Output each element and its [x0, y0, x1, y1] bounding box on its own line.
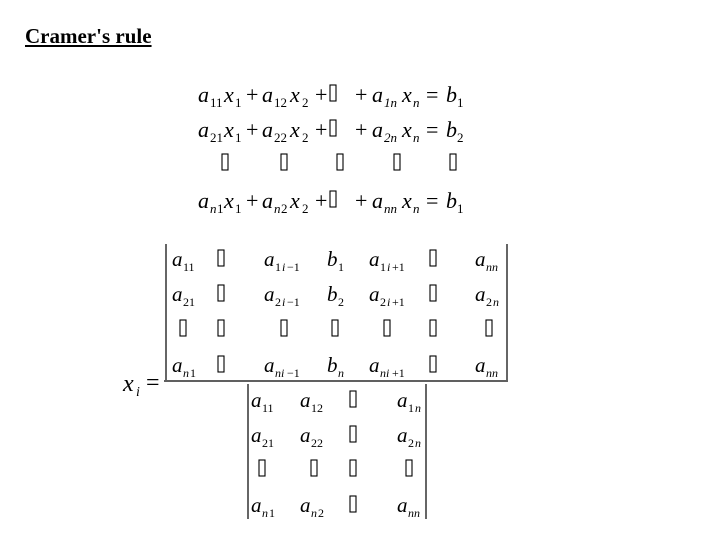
svg-text:+: +	[355, 117, 368, 142]
svg-text:21: 21	[262, 436, 274, 450]
svg-text:1: 1	[217, 201, 224, 216]
svg-text:12: 12	[274, 95, 287, 110]
svg-text:a: a	[397, 493, 408, 517]
svg-text:i: i	[387, 260, 391, 274]
svg-text:a: a	[397, 388, 408, 412]
svg-text:+: +	[355, 188, 368, 213]
svg-text:2: 2	[281, 201, 288, 216]
svg-text:21: 21	[210, 130, 223, 145]
svg-text:b: b	[327, 247, 338, 271]
svg-text:a: a	[172, 247, 183, 271]
svg-text:2: 2	[457, 130, 464, 145]
svg-text:11: 11	[183, 260, 195, 274]
svg-text:2: 2	[302, 201, 309, 216]
system-row-2	[198, 117, 464, 145]
slide-title: Cramer's rule	[25, 24, 152, 48]
svg-text:a: a	[300, 493, 311, 517]
svg-text:a: a	[397, 423, 408, 447]
svg-text:=: =	[426, 188, 439, 213]
svg-text:a: a	[198, 188, 209, 213]
svg-text:x: x	[402, 188, 412, 213]
svg-text:x: x	[224, 188, 234, 213]
linear-system	[198, 82, 464, 216]
system-row-1	[198, 82, 464, 110]
svg-text:a: a	[251, 423, 262, 447]
svg-text:i: i	[282, 260, 286, 274]
svg-text:n: n	[274, 201, 281, 216]
svg-text:n: n	[311, 506, 317, 520]
svg-text:x: x	[402, 82, 412, 107]
svg-text:2: 2	[380, 295, 386, 309]
svg-text:n: n	[493, 295, 499, 309]
ellipsis-glyph	[330, 191, 336, 207]
svg-text:a: a	[369, 247, 380, 271]
svg-text:x: x	[224, 82, 234, 107]
svg-text:x: x	[290, 117, 300, 142]
svg-text:x: x	[123, 371, 134, 397]
svg-text:+1: +1	[392, 295, 405, 309]
svg-text:2: 2	[318, 506, 324, 520]
svg-text:i: i	[136, 385, 140, 400]
svg-text:a: a	[198, 82, 209, 107]
svg-text:x: x	[290, 188, 300, 213]
svg-text:i: i	[282, 295, 286, 309]
svg-text:a: a	[300, 388, 311, 412]
svg-text:a: a	[251, 493, 262, 517]
svg-text:a: a	[475, 247, 486, 271]
svg-text:=: =	[426, 82, 439, 107]
svg-text:+: +	[246, 117, 259, 142]
svg-text:2: 2	[302, 130, 309, 145]
svg-text:2: 2	[408, 436, 414, 450]
svg-text:i: i	[387, 295, 391, 309]
svg-text:2: 2	[302, 95, 309, 110]
svg-text:n: n	[413, 201, 420, 216]
svg-text:a: a	[372, 117, 383, 142]
svg-text:nn: nn	[486, 260, 498, 274]
svg-text:1: 1	[235, 201, 242, 216]
svg-text:1: 1	[190, 366, 196, 380]
svg-text:−1: −1	[287, 295, 300, 309]
svg-text:n: n	[415, 401, 421, 415]
svg-text:1: 1	[275, 260, 281, 274]
svg-text:−1: −1	[287, 366, 300, 380]
svg-text:ni: ni	[275, 366, 285, 380]
svg-text:1: 1	[457, 95, 464, 110]
svg-text:a: a	[251, 388, 262, 412]
svg-text:ni: ni	[380, 366, 390, 380]
svg-text:+: +	[315, 117, 328, 142]
svg-text:=: =	[146, 370, 160, 396]
svg-text:a: a	[262, 82, 273, 107]
svg-text:n: n	[413, 95, 420, 110]
svg-text:1n: 1n	[384, 95, 397, 110]
svg-text:21: 21	[183, 295, 195, 309]
svg-text:b: b	[446, 117, 457, 142]
ellipsis-glyph	[330, 120, 336, 136]
svg-text:+: +	[315, 188, 328, 213]
svg-text:a: a	[369, 353, 380, 377]
svg-text:a: a	[262, 117, 273, 142]
svg-text:a: a	[172, 353, 183, 377]
svg-text:1: 1	[235, 95, 242, 110]
svg-text:2: 2	[486, 295, 492, 309]
svg-text:a: a	[475, 282, 486, 306]
svg-text:a: a	[264, 353, 275, 377]
ellipsis-glyph	[330, 85, 336, 101]
svg-text:=: =	[426, 117, 439, 142]
xi-lhs	[122, 370, 160, 400]
system-row-4	[198, 188, 464, 216]
svg-text:nn: nn	[384, 201, 397, 216]
svg-text:a: a	[300, 423, 311, 447]
svg-text:a: a	[262, 188, 273, 213]
svg-text:+1: +1	[392, 260, 405, 274]
svg-text:b: b	[327, 353, 338, 377]
svg-text:11: 11	[262, 401, 274, 415]
svg-text:a: a	[475, 353, 486, 377]
svg-text:+: +	[355, 82, 368, 107]
svg-text:2: 2	[275, 295, 281, 309]
svg-text:+1: +1	[392, 366, 405, 380]
svg-text:1: 1	[457, 201, 464, 216]
svg-text:+: +	[315, 82, 328, 107]
svg-text:+: +	[246, 188, 259, 213]
svg-text:11: 11	[210, 95, 223, 110]
svg-text:x: x	[224, 117, 234, 142]
svg-text:1: 1	[269, 506, 275, 520]
svg-text:2n: 2n	[384, 130, 397, 145]
svg-text:−1: −1	[287, 260, 300, 274]
svg-text:n: n	[415, 436, 421, 450]
svg-text:22: 22	[274, 130, 287, 145]
svg-text:n: n	[262, 506, 268, 520]
svg-text:a: a	[372, 82, 383, 107]
svg-text:x: x	[402, 117, 412, 142]
svg-text:n: n	[413, 130, 420, 145]
svg-text:n: n	[183, 366, 189, 380]
svg-text:a: a	[372, 188, 383, 213]
svg-text:n: n	[210, 201, 217, 216]
svg-text:b: b	[446, 188, 457, 213]
svg-text:nn: nn	[408, 506, 420, 520]
numerator-determinant	[166, 244, 507, 380]
svg-text:b: b	[446, 82, 457, 107]
svg-text:22: 22	[311, 436, 323, 450]
denominator-determinant	[248, 384, 426, 520]
svg-text:n: n	[338, 366, 344, 380]
system-row-3	[222, 154, 456, 170]
svg-text:12: 12	[311, 401, 323, 415]
svg-text:b: b	[327, 282, 338, 306]
svg-text:2: 2	[338, 295, 344, 309]
svg-text:1: 1	[338, 260, 344, 274]
svg-text:1: 1	[380, 260, 386, 274]
svg-text:a: a	[264, 247, 275, 271]
svg-text:+: +	[246, 82, 259, 107]
svg-text:1: 1	[235, 130, 242, 145]
svg-text:nn: nn	[486, 366, 498, 380]
svg-text:a: a	[369, 282, 380, 306]
svg-text:1: 1	[408, 401, 414, 415]
svg-text:a: a	[198, 117, 209, 142]
svg-text:x: x	[290, 82, 300, 107]
svg-text:a: a	[264, 282, 275, 306]
svg-text:a: a	[172, 282, 183, 306]
